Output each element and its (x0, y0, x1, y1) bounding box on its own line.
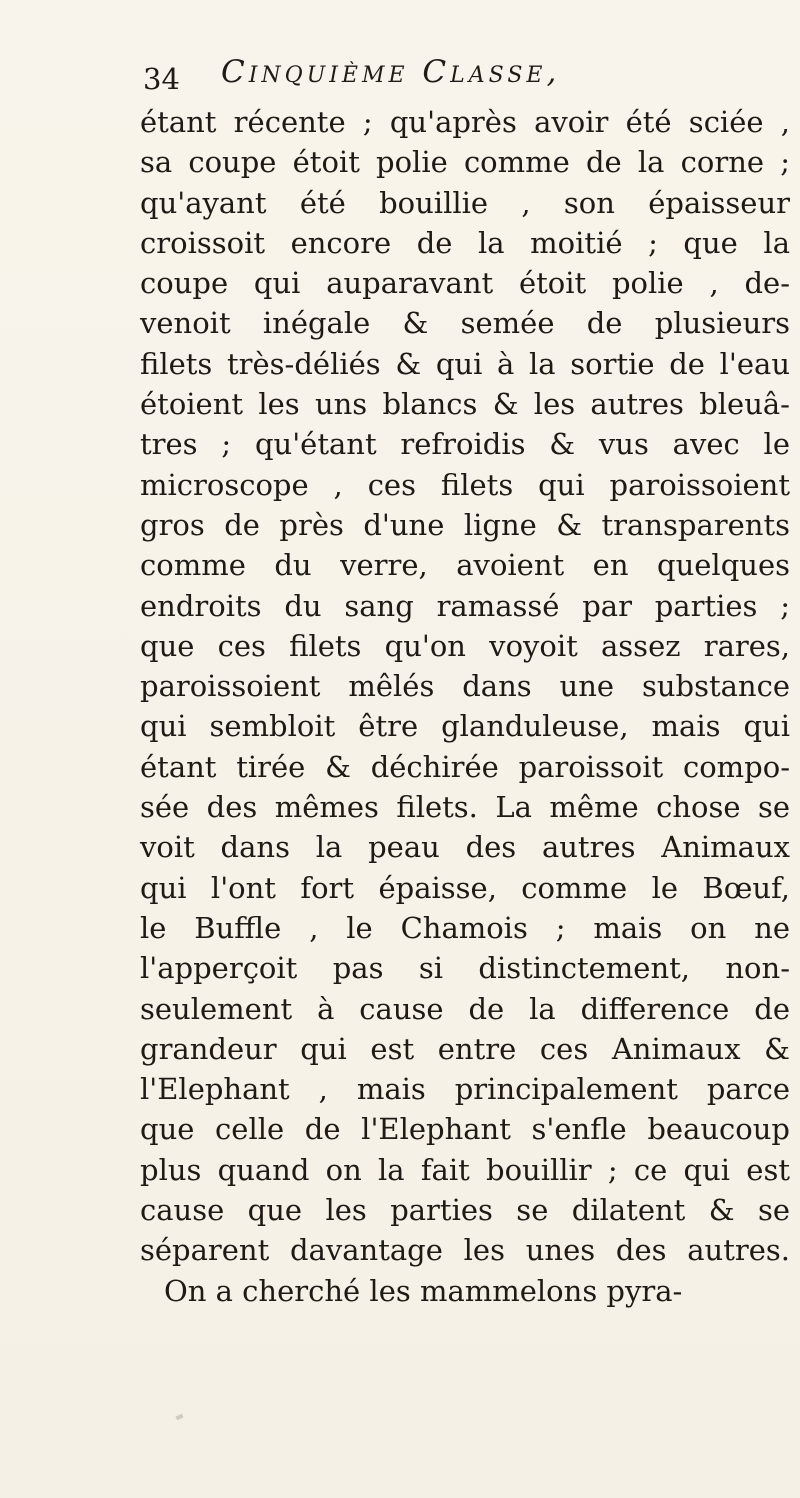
text-line: séparent davantage les unes des autres. (140, 1233, 790, 1268)
text-line: microscope , ces filets qui paroissoient (140, 467, 790, 502)
text-line: grandeur qui est entre ces Animaux & (140, 1031, 790, 1066)
text-line: filets très-déliés & qui à la sortie de l'eau (140, 346, 790, 381)
text-line: venoit inégale & semée de plusieurs (140, 306, 790, 341)
text-line: sa coupe étoit polie comme de la corne ; (140, 145, 790, 180)
text-line: On a cherché les mammelons pyra- (164, 1273, 683, 1308)
text-line: gros de près d'une ligne & transparents (140, 507, 790, 542)
text-line: étant tirée & déchirée paroissoit compo- (140, 749, 790, 784)
text-line: cause que les parties se dilatent & se (140, 1193, 790, 1228)
text-line: paroissoient mêlés dans une substance (140, 669, 790, 704)
text-line: croissoit encore de la moitié ; que la (140, 225, 790, 260)
text-line: l'apperçoit pas si distinctement, non- (140, 951, 790, 986)
text-line: plus quand on la fait bouillir ; ce qui est (140, 1152, 790, 1187)
running-head: Cinquième Classe, (221, 54, 561, 90)
text-line: comme du verre, avoient en quelques (140, 548, 790, 583)
page-header (143, 52, 783, 102)
text-line: étoient les uns blancs & les autres bleuâ- (140, 387, 790, 422)
body-text (140, 102, 790, 1311)
text-line: sée des mêmes filets. La même chose se (140, 790, 790, 825)
text-line: que celle de l'Elephant s'enfle beaucoup (140, 1112, 790, 1147)
text-line: voit dans la peau des autres Animaux (140, 830, 790, 865)
text-line: coupe qui auparavant étoit polie , de- (140, 266, 790, 301)
text-line: tres ; qu'étant refroidis & vus avec le (140, 427, 790, 462)
text-line: qui l'ont fort épaisse, comme le Bœuf, (140, 870, 790, 905)
text-line: qui sembloit être glanduleuse, mais qui (140, 709, 790, 744)
text-line: endroits du sang ramassé par parties ; (140, 588, 790, 623)
text-line: seulement à cause de la difference de (140, 991, 790, 1026)
text-line: étant récente ; qu'après avoir été sciée , (140, 105, 790, 139)
paper-mark (175, 1414, 183, 1421)
text-line: que ces filets qu'on voyoit assez rares, (140, 628, 790, 663)
page-number: 34 (143, 62, 180, 96)
text-line: le Buffle , le Chamois ; mais on ne (140, 910, 790, 945)
text-line: qu'ayant été bouillie , son épaisseur (140, 185, 790, 220)
text-line: l'Elephant , mais principalement parce (140, 1072, 790, 1107)
